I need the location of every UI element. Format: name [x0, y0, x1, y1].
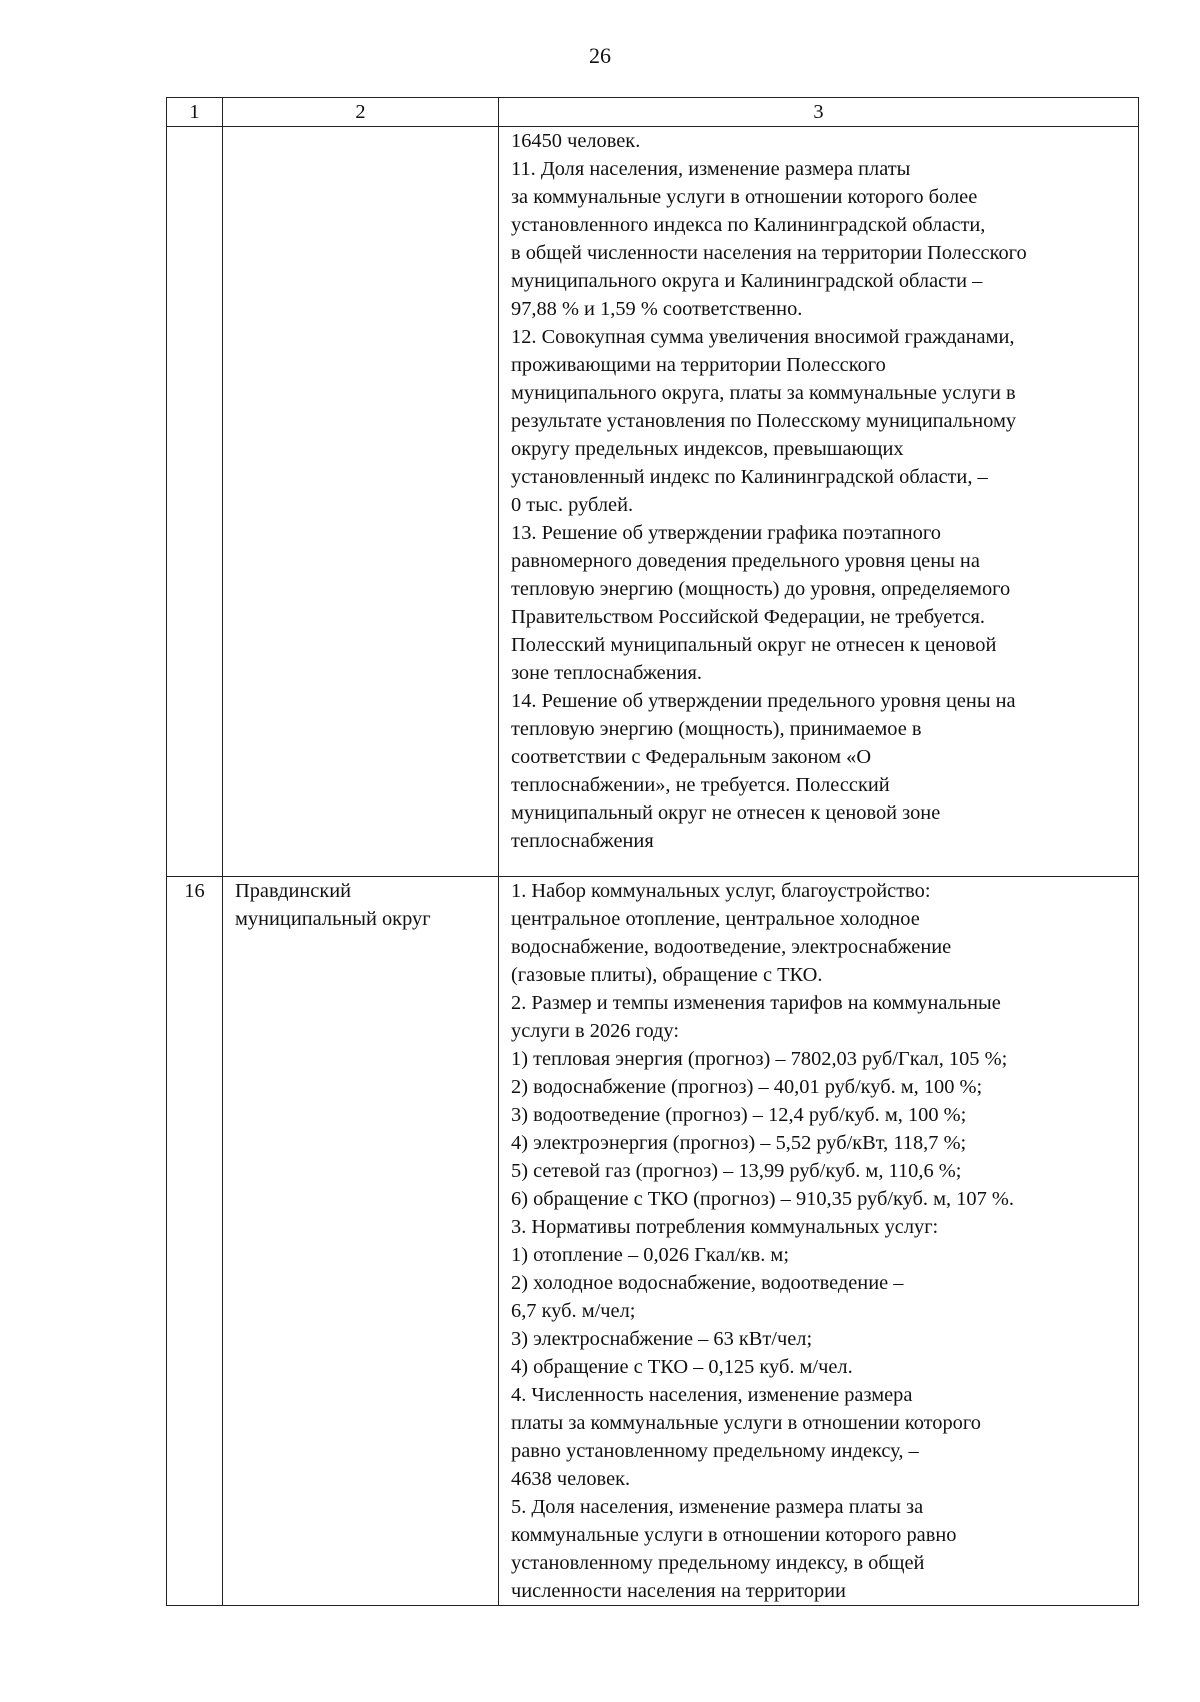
text-line: установленного индекса по Калининградской области, [511, 214, 986, 236]
text-line: муниципального округа, платы за коммунальные услуги в [511, 382, 1016, 404]
text-line: равномерного доведения предельного уровня цены на [511, 550, 980, 572]
municipality-name [223, 877, 499, 1606]
text-line: численности населения на территории [511, 1580, 846, 1602]
text-line: 14. Решение об утверждении предельного уровня цены на [511, 690, 1016, 712]
text-line: Правдинский [235, 880, 352, 902]
text-line: 1) тепловая энергия (прогноз) – 7802,03 руб/Гкал, 105 %; [511, 1048, 1008, 1070]
text-line: 12. Совокупная сумма увеличения вносимой гражданами, [511, 326, 1015, 348]
text-line: 97,88 % и 1,59 % соответственно. [511, 298, 803, 320]
table-row [167, 127, 1139, 877]
text-line: 4638 человек. [511, 1468, 631, 1490]
text-line: 6,7 куб. м/чел; [511, 1300, 636, 1322]
text-line: 1. Набор коммунальных услуг, благоустройство: [511, 880, 931, 902]
text-line: теплоснабжения [511, 830, 654, 852]
text-line: зоне теплоснабжения. [511, 662, 702, 684]
text-line: тепловую энергию (мощность) до уровня, определяемого [511, 578, 1011, 600]
text-line: в общей численности населения на территории Полесского [511, 242, 1027, 264]
text-line: муниципальный округ не отнесен к ценовой зоне [511, 802, 941, 824]
content-cell [499, 127, 1139, 877]
text-line: 4) обращение с ТКО – 0,125 куб. м/чел. [511, 1356, 853, 1378]
text-line: 3. Нормативы потребления коммунальных услуг: [511, 1216, 939, 1238]
data-table [166, 97, 1139, 1606]
row-number [167, 127, 223, 877]
text-line: 4. Численность населения, изменение размера [511, 1384, 913, 1406]
text-line: 3) электроснабжение – 63 кВт/чел; [511, 1328, 813, 1350]
page-number: 26 [589, 43, 611, 68]
header-col-3: 3 [499, 98, 1139, 127]
text-line: 2) холодное водоснабжение, водоотведение – [511, 1272, 904, 1294]
table-row [167, 877, 1139, 1606]
text-line: водоснабжение, водоотведение, электроснабжение [511, 936, 952, 958]
text-line: равно установленному предельному индексу, – [511, 1440, 919, 1462]
text-line: 6) обращение с ТКО (прогноз) – 910,35 руб/куб. м, 107 %. [511, 1188, 1014, 1210]
text-line: 5. Доля населения, изменение размера платы за [511, 1496, 924, 1518]
text-line: результате установления по Полесскому муниципальному [511, 410, 1017, 432]
text-line: коммунальные услуги в отношении которого равно [511, 1524, 957, 1546]
text-line: 16450 человек. [511, 130, 641, 152]
header-col-2: 2 [223, 98, 499, 127]
text-line: 3) водоотведение (прогноз) – 12,4 руб/куб. м, 100 %; [511, 1104, 967, 1126]
text-line: Полесский муниципальный округ не отнесен к ценовой [511, 634, 997, 656]
text-line: установленный индекс по Калининградской области, – [511, 466, 988, 488]
text-line: 11. Доля населения, изменение размера платы [511, 158, 911, 180]
text-line: округу предельных индексов, превышающих [511, 438, 904, 460]
text-line: услуги в 2026 году: [511, 1020, 680, 1042]
text-line: 4) электроэнергия (прогноз) – 5,52 руб/кВт, 118,7 %; [511, 1132, 967, 1154]
text-line: 1) отопление – 0,026 Гкал/кв. м; [511, 1244, 789, 1266]
text-line: 2. Размер и темпы изменения тарифов на коммунальные [511, 992, 1001, 1014]
text-line: 2) водоснабжение (прогноз) – 40,01 руб/куб. м, 100 %; [511, 1076, 983, 1098]
row-number: 16 [167, 877, 223, 1606]
text-line: 5) сетевой газ (прогноз) – 13,99 руб/куб. м, 110,6 %; [511, 1160, 962, 1182]
content-cell [499, 877, 1139, 1606]
text-line: муниципального округа и Калининградской области – [511, 270, 983, 292]
text-line: муниципальный округ [235, 908, 431, 930]
header-col-1: 1 [167, 98, 223, 127]
text-line: тепловую энергию (мощность), принимаемое в [511, 718, 922, 740]
text-line: Правительством Российской Федерации, не требуется. [511, 606, 986, 628]
text-line: соответствии с Федеральным законом «О [511, 746, 872, 768]
text-line: 13. Решение об утверждении графика поэтапного [511, 522, 941, 544]
text-line: за коммунальные услуги в отношении которого более [511, 186, 978, 208]
text-line: (газовые плиты), обращение с ТКО. [511, 964, 823, 986]
text-line: проживающими на территории Полесского [511, 354, 886, 376]
text-line: центральное отопление, центральное холодное [511, 908, 920, 930]
text-line: теплоснабжении», не требуется. Полесский [511, 774, 890, 796]
table-header-row [167, 98, 1139, 127]
text-line: установленному предельному индексу, в общей [511, 1552, 925, 1574]
municipality-name [223, 127, 499, 877]
text-line: платы за коммунальные услуги в отношении которого [511, 1412, 981, 1434]
text-line: 0 тыс. рублей. [511, 494, 634, 516]
